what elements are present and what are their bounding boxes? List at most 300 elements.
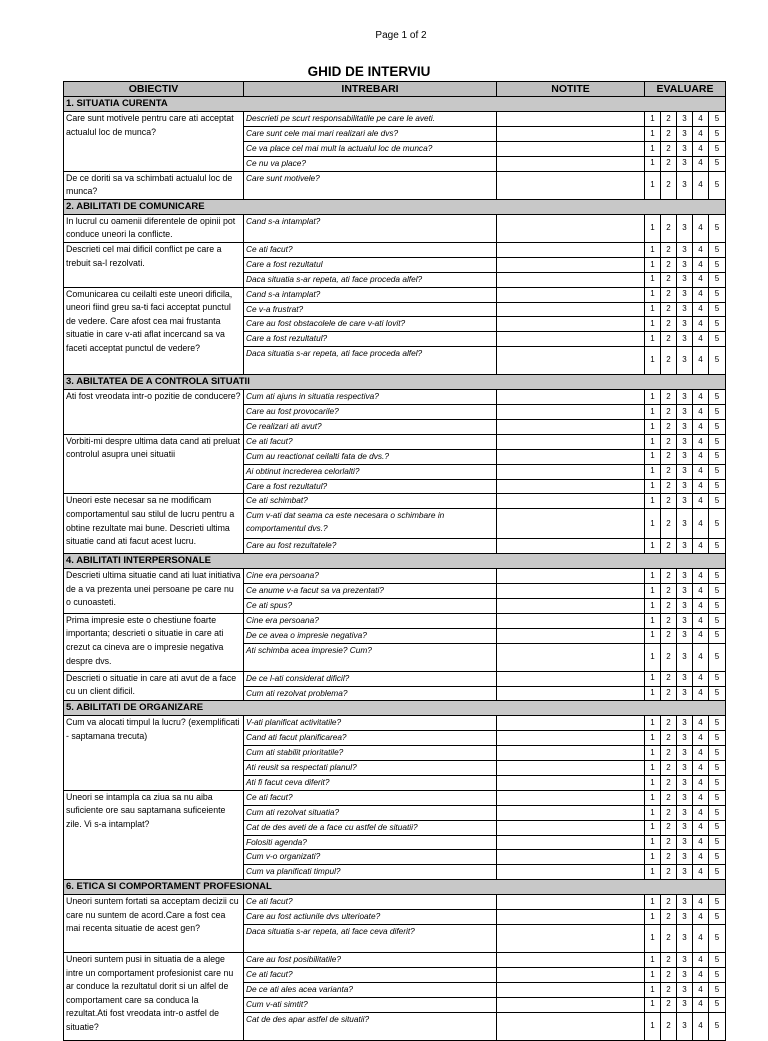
grade-cell-5[interactable]: 5 bbox=[709, 539, 726, 554]
grade-cell-3[interactable]: 3 bbox=[677, 967, 693, 982]
grade-cell-4[interactable]: 4 bbox=[693, 775, 709, 790]
grade-cell-5[interactable]: 5 bbox=[709, 850, 726, 865]
grade-cell-2[interactable]: 2 bbox=[661, 643, 677, 671]
notes-field[interactable] bbox=[497, 982, 645, 997]
grade-cell-5[interactable]: 5 bbox=[709, 390, 726, 405]
grade-cell-3[interactable]: 3 bbox=[677, 925, 693, 953]
grade-cell-4[interactable]: 4 bbox=[693, 214, 709, 242]
grade-cell-2[interactable]: 2 bbox=[661, 1012, 677, 1040]
grade-cell-5[interactable]: 5 bbox=[709, 464, 726, 479]
grade-cell-2[interactable]: 2 bbox=[661, 156, 677, 171]
grade-cell-4[interactable]: 4 bbox=[693, 790, 709, 805]
grade-cell-3[interactable]: 3 bbox=[677, 598, 693, 613]
grade-cell-5[interactable]: 5 bbox=[709, 1012, 726, 1040]
notes-field[interactable] bbox=[497, 347, 645, 375]
grade-cell-3[interactable]: 3 bbox=[677, 775, 693, 790]
grade-cell-5[interactable]: 5 bbox=[709, 434, 726, 449]
notes-field[interactable] bbox=[497, 643, 645, 671]
grade-cell-5[interactable]: 5 bbox=[709, 790, 726, 805]
grade-cell-5[interactable]: 5 bbox=[709, 509, 726, 539]
grade-cell-4[interactable]: 4 bbox=[693, 953, 709, 968]
grade-cell-3[interactable]: 3 bbox=[677, 1012, 693, 1040]
grade-cell-5[interactable]: 5 bbox=[709, 997, 726, 1012]
grade-cell-4[interactable]: 4 bbox=[693, 820, 709, 835]
grade-cell-1[interactable]: 1 bbox=[645, 302, 661, 317]
notes-field[interactable] bbox=[497, 272, 645, 287]
grade-cell-5[interactable]: 5 bbox=[709, 272, 726, 287]
notes-field[interactable] bbox=[497, 805, 645, 820]
grade-cell-4[interactable]: 4 bbox=[693, 332, 709, 347]
grade-cell-4[interactable]: 4 bbox=[693, 464, 709, 479]
notes-field[interactable] bbox=[497, 910, 645, 925]
grade-cell-4[interactable]: 4 bbox=[693, 112, 709, 127]
notes-field[interactable] bbox=[497, 287, 645, 302]
grade-cell-5[interactable]: 5 bbox=[709, 598, 726, 613]
grade-cell-1[interactable]: 1 bbox=[645, 731, 661, 746]
notes-field[interactable] bbox=[497, 790, 645, 805]
grade-cell-1[interactable]: 1 bbox=[645, 805, 661, 820]
notes-field[interactable] bbox=[497, 569, 645, 584]
grade-cell-1[interactable]: 1 bbox=[645, 272, 661, 287]
grade-cell-2[interactable]: 2 bbox=[661, 598, 677, 613]
grade-cell-1[interactable]: 1 bbox=[645, 1012, 661, 1040]
grade-cell-3[interactable]: 3 bbox=[677, 746, 693, 761]
grade-cell-2[interactable]: 2 bbox=[661, 479, 677, 494]
grade-cell-2[interactable]: 2 bbox=[661, 302, 677, 317]
grade-cell-1[interactable]: 1 bbox=[645, 671, 661, 686]
grade-cell-4[interactable]: 4 bbox=[693, 479, 709, 494]
grade-cell-2[interactable]: 2 bbox=[661, 317, 677, 332]
grade-cell-4[interactable]: 4 bbox=[693, 494, 709, 509]
grade-cell-5[interactable]: 5 bbox=[709, 156, 726, 171]
notes-field[interactable] bbox=[497, 419, 645, 434]
grade-cell-1[interactable]: 1 bbox=[645, 895, 661, 910]
grade-cell-2[interactable]: 2 bbox=[661, 126, 677, 141]
grade-cell-4[interactable]: 4 bbox=[693, 910, 709, 925]
grade-cell-2[interactable]: 2 bbox=[661, 686, 677, 701]
grade-cell-2[interactable]: 2 bbox=[661, 584, 677, 599]
grade-cell-5[interactable]: 5 bbox=[709, 569, 726, 584]
notes-field[interactable] bbox=[497, 761, 645, 776]
grade-cell-5[interactable]: 5 bbox=[709, 835, 726, 850]
grade-cell-1[interactable]: 1 bbox=[645, 287, 661, 302]
grade-cell-4[interactable]: 4 bbox=[693, 598, 709, 613]
grade-cell-3[interactable]: 3 bbox=[677, 479, 693, 494]
notes-field[interactable] bbox=[497, 434, 645, 449]
grade-cell-1[interactable]: 1 bbox=[645, 156, 661, 171]
grade-cell-3[interactable]: 3 bbox=[677, 214, 693, 242]
grade-cell-1[interactable]: 1 bbox=[645, 775, 661, 790]
grade-cell-1[interactable]: 1 bbox=[645, 390, 661, 405]
grade-cell-1[interactable]: 1 bbox=[645, 347, 661, 375]
grade-cell-3[interactable]: 3 bbox=[677, 434, 693, 449]
grade-cell-1[interactable]: 1 bbox=[645, 686, 661, 701]
grade-cell-4[interactable]: 4 bbox=[693, 569, 709, 584]
notes-field[interactable] bbox=[497, 479, 645, 494]
grade-cell-3[interactable]: 3 bbox=[677, 141, 693, 156]
grade-cell-2[interactable]: 2 bbox=[661, 332, 677, 347]
grade-cell-2[interactable]: 2 bbox=[661, 925, 677, 953]
grade-cell-1[interactable]: 1 bbox=[645, 539, 661, 554]
notes-field[interactable] bbox=[497, 171, 645, 199]
grade-cell-1[interactable]: 1 bbox=[645, 584, 661, 599]
grade-cell-4[interactable]: 4 bbox=[693, 156, 709, 171]
grade-cell-1[interactable]: 1 bbox=[645, 242, 661, 257]
grade-cell-2[interactable]: 2 bbox=[661, 494, 677, 509]
notes-field[interactable] bbox=[497, 865, 645, 880]
grade-cell-3[interactable]: 3 bbox=[677, 982, 693, 997]
notes-field[interactable] bbox=[497, 405, 645, 420]
grade-cell-3[interactable]: 3 bbox=[677, 449, 693, 464]
grade-cell-5[interactable]: 5 bbox=[709, 628, 726, 643]
grade-cell-5[interactable]: 5 bbox=[709, 820, 726, 835]
grade-cell-2[interactable]: 2 bbox=[661, 141, 677, 156]
grade-cell-5[interactable]: 5 bbox=[709, 671, 726, 686]
grade-cell-5[interactable]: 5 bbox=[709, 494, 726, 509]
grade-cell-5[interactable]: 5 bbox=[709, 171, 726, 199]
grade-cell-4[interactable]: 4 bbox=[693, 1012, 709, 1040]
grade-cell-2[interactable]: 2 bbox=[661, 257, 677, 272]
notes-field[interactable] bbox=[497, 895, 645, 910]
notes-field[interactable] bbox=[497, 746, 645, 761]
grade-cell-3[interactable]: 3 bbox=[677, 126, 693, 141]
grade-cell-3[interactable]: 3 bbox=[677, 628, 693, 643]
notes-field[interactable] bbox=[497, 716, 645, 731]
notes-field[interactable] bbox=[497, 850, 645, 865]
notes-field[interactable] bbox=[497, 953, 645, 968]
grade-cell-1[interactable]: 1 bbox=[645, 405, 661, 420]
grade-cell-2[interactable]: 2 bbox=[661, 895, 677, 910]
notes-field[interactable] bbox=[497, 584, 645, 599]
grade-cell-1[interactable]: 1 bbox=[645, 419, 661, 434]
grade-cell-3[interactable]: 3 bbox=[677, 257, 693, 272]
grade-cell-3[interactable]: 3 bbox=[677, 405, 693, 420]
grade-cell-3[interactable]: 3 bbox=[677, 317, 693, 332]
notes-field[interactable] bbox=[497, 141, 645, 156]
grade-cell-5[interactable]: 5 bbox=[709, 910, 726, 925]
grade-cell-5[interactable]: 5 bbox=[709, 317, 726, 332]
grade-cell-2[interactable]: 2 bbox=[661, 405, 677, 420]
grade-cell-1[interactable]: 1 bbox=[645, 613, 661, 628]
notes-field[interactable] bbox=[497, 628, 645, 643]
grade-cell-2[interactable]: 2 bbox=[661, 628, 677, 643]
grade-cell-3[interactable]: 3 bbox=[677, 242, 693, 257]
grade-cell-2[interactable]: 2 bbox=[661, 790, 677, 805]
grade-cell-3[interactable]: 3 bbox=[677, 997, 693, 1012]
grade-cell-1[interactable]: 1 bbox=[645, 925, 661, 953]
grade-cell-5[interactable]: 5 bbox=[709, 953, 726, 968]
grade-cell-3[interactable]: 3 bbox=[677, 347, 693, 375]
grade-cell-5[interactable]: 5 bbox=[709, 895, 726, 910]
grade-cell-1[interactable]: 1 bbox=[645, 761, 661, 776]
grade-cell-3[interactable]: 3 bbox=[677, 686, 693, 701]
grade-cell-4[interactable]: 4 bbox=[693, 716, 709, 731]
grade-cell-3[interactable]: 3 bbox=[677, 419, 693, 434]
grade-cell-3[interactable]: 3 bbox=[677, 272, 693, 287]
grade-cell-2[interactable]: 2 bbox=[661, 731, 677, 746]
grade-cell-3[interactable]: 3 bbox=[677, 835, 693, 850]
notes-field[interactable] bbox=[497, 390, 645, 405]
grade-cell-1[interactable]: 1 bbox=[645, 257, 661, 272]
grade-cell-1[interactable]: 1 bbox=[645, 835, 661, 850]
grade-cell-3[interactable]: 3 bbox=[677, 494, 693, 509]
grade-cell-3[interactable]: 3 bbox=[677, 671, 693, 686]
notes-field[interactable] bbox=[497, 925, 645, 953]
grade-cell-2[interactable]: 2 bbox=[661, 671, 677, 686]
grade-cell-2[interactable]: 2 bbox=[661, 464, 677, 479]
grade-cell-5[interactable]: 5 bbox=[709, 584, 726, 599]
grade-cell-4[interactable]: 4 bbox=[693, 613, 709, 628]
notes-field[interactable] bbox=[497, 539, 645, 554]
notes-field[interactable] bbox=[497, 112, 645, 127]
grade-cell-4[interactable]: 4 bbox=[693, 509, 709, 539]
grade-cell-2[interactable]: 2 bbox=[661, 112, 677, 127]
grade-cell-2[interactable]: 2 bbox=[661, 746, 677, 761]
grade-cell-1[interactable]: 1 bbox=[645, 820, 661, 835]
grade-cell-1[interactable]: 1 bbox=[645, 479, 661, 494]
grade-cell-2[interactable]: 2 bbox=[661, 569, 677, 584]
grade-cell-3[interactable]: 3 bbox=[677, 895, 693, 910]
grade-cell-5[interactable]: 5 bbox=[709, 257, 726, 272]
grade-cell-5[interactable]: 5 bbox=[709, 332, 726, 347]
grade-cell-2[interactable]: 2 bbox=[661, 449, 677, 464]
notes-field[interactable] bbox=[497, 598, 645, 613]
grade-cell-3[interactable]: 3 bbox=[677, 287, 693, 302]
grade-cell-2[interactable]: 2 bbox=[661, 242, 677, 257]
grade-cell-2[interactable]: 2 bbox=[661, 997, 677, 1012]
grade-cell-3[interactable]: 3 bbox=[677, 171, 693, 199]
notes-field[interactable] bbox=[497, 613, 645, 628]
grade-cell-5[interactable]: 5 bbox=[709, 775, 726, 790]
grade-cell-5[interactable]: 5 bbox=[709, 214, 726, 242]
grade-cell-3[interactable]: 3 bbox=[677, 953, 693, 968]
grade-cell-3[interactable]: 3 bbox=[677, 569, 693, 584]
grade-cell-3[interactable]: 3 bbox=[677, 302, 693, 317]
grade-cell-1[interactable]: 1 bbox=[645, 746, 661, 761]
grade-cell-1[interactable]: 1 bbox=[645, 171, 661, 199]
grade-cell-4[interactable]: 4 bbox=[693, 997, 709, 1012]
grade-cell-3[interactable]: 3 bbox=[677, 390, 693, 405]
grade-cell-1[interactable]: 1 bbox=[645, 464, 661, 479]
grade-cell-4[interactable]: 4 bbox=[693, 257, 709, 272]
grade-cell-4[interactable]: 4 bbox=[693, 405, 709, 420]
notes-field[interactable] bbox=[497, 257, 645, 272]
grade-cell-5[interactable]: 5 bbox=[709, 449, 726, 464]
grade-cell-3[interactable]: 3 bbox=[677, 865, 693, 880]
notes-field[interactable] bbox=[497, 332, 645, 347]
grade-cell-4[interactable]: 4 bbox=[693, 731, 709, 746]
grade-cell-4[interactable]: 4 bbox=[693, 317, 709, 332]
notes-field[interactable] bbox=[497, 835, 645, 850]
grade-cell-4[interactable]: 4 bbox=[693, 805, 709, 820]
grade-cell-1[interactable]: 1 bbox=[645, 865, 661, 880]
grade-cell-1[interactable]: 1 bbox=[645, 317, 661, 332]
grade-cell-4[interactable]: 4 bbox=[693, 850, 709, 865]
grade-cell-5[interactable]: 5 bbox=[709, 126, 726, 141]
grade-cell-3[interactable]: 3 bbox=[677, 464, 693, 479]
grade-cell-5[interactable]: 5 bbox=[709, 716, 726, 731]
grade-cell-1[interactable]: 1 bbox=[645, 850, 661, 865]
grade-cell-5[interactable]: 5 bbox=[709, 731, 726, 746]
grade-cell-5[interactable]: 5 bbox=[709, 805, 726, 820]
grade-cell-5[interactable]: 5 bbox=[709, 405, 726, 420]
grade-cell-2[interactable]: 2 bbox=[661, 982, 677, 997]
grade-cell-1[interactable]: 1 bbox=[645, 997, 661, 1012]
grade-cell-2[interactable]: 2 bbox=[661, 287, 677, 302]
grade-cell-5[interactable]: 5 bbox=[709, 112, 726, 127]
notes-field[interactable] bbox=[497, 214, 645, 242]
grade-cell-2[interactable]: 2 bbox=[661, 434, 677, 449]
grade-cell-2[interactable]: 2 bbox=[661, 390, 677, 405]
grade-cell-4[interactable]: 4 bbox=[693, 925, 709, 953]
grade-cell-5[interactable]: 5 bbox=[709, 925, 726, 953]
grade-cell-4[interactable]: 4 bbox=[693, 671, 709, 686]
notes-field[interactable] bbox=[497, 775, 645, 790]
notes-field[interactable] bbox=[497, 126, 645, 141]
grade-cell-1[interactable]: 1 bbox=[645, 434, 661, 449]
grade-cell-4[interactable]: 4 bbox=[693, 628, 709, 643]
grade-cell-3[interactable]: 3 bbox=[677, 112, 693, 127]
notes-field[interactable] bbox=[497, 997, 645, 1012]
notes-field[interactable] bbox=[497, 731, 645, 746]
grade-cell-2[interactable]: 2 bbox=[661, 347, 677, 375]
grade-cell-4[interactable]: 4 bbox=[693, 643, 709, 671]
grade-cell-3[interactable]: 3 bbox=[677, 613, 693, 628]
grade-cell-2[interactable]: 2 bbox=[661, 835, 677, 850]
grade-cell-4[interactable]: 4 bbox=[693, 835, 709, 850]
grade-cell-1[interactable]: 1 bbox=[645, 967, 661, 982]
grade-cell-1[interactable]: 1 bbox=[645, 112, 661, 127]
grade-cell-4[interactable]: 4 bbox=[693, 272, 709, 287]
grade-cell-2[interactable]: 2 bbox=[661, 509, 677, 539]
grade-cell-2[interactable]: 2 bbox=[661, 805, 677, 820]
grade-cell-2[interactable]: 2 bbox=[661, 775, 677, 790]
grade-cell-4[interactable]: 4 bbox=[693, 302, 709, 317]
grade-cell-2[interactable]: 2 bbox=[661, 419, 677, 434]
grade-cell-1[interactable]: 1 bbox=[645, 569, 661, 584]
notes-field[interactable] bbox=[497, 464, 645, 479]
grade-cell-2[interactable]: 2 bbox=[661, 967, 677, 982]
grade-cell-2[interactable]: 2 bbox=[661, 171, 677, 199]
grade-cell-5[interactable]: 5 bbox=[709, 347, 726, 375]
grade-cell-4[interactable]: 4 bbox=[693, 171, 709, 199]
grade-cell-5[interactable]: 5 bbox=[709, 865, 726, 880]
grade-cell-5[interactable]: 5 bbox=[709, 643, 726, 671]
grade-cell-4[interactable]: 4 bbox=[693, 449, 709, 464]
grade-cell-4[interactable]: 4 bbox=[693, 126, 709, 141]
grade-cell-2[interactable]: 2 bbox=[661, 613, 677, 628]
grade-cell-2[interactable]: 2 bbox=[661, 820, 677, 835]
grade-cell-5[interactable]: 5 bbox=[709, 613, 726, 628]
grade-cell-1[interactable]: 1 bbox=[645, 141, 661, 156]
notes-field[interactable] bbox=[497, 820, 645, 835]
grade-cell-3[interactable]: 3 bbox=[677, 643, 693, 671]
grade-cell-4[interactable]: 4 bbox=[693, 390, 709, 405]
grade-cell-1[interactable]: 1 bbox=[645, 716, 661, 731]
notes-field[interactable] bbox=[497, 494, 645, 509]
notes-field[interactable] bbox=[497, 317, 645, 332]
grade-cell-1[interactable]: 1 bbox=[645, 509, 661, 539]
grade-cell-2[interactable]: 2 bbox=[661, 850, 677, 865]
grade-cell-1[interactable]: 1 bbox=[645, 910, 661, 925]
grade-cell-1[interactable]: 1 bbox=[645, 790, 661, 805]
grade-cell-4[interactable]: 4 bbox=[693, 982, 709, 997]
notes-field[interactable] bbox=[497, 509, 645, 539]
grade-cell-2[interactable]: 2 bbox=[661, 272, 677, 287]
grade-cell-2[interactable]: 2 bbox=[661, 761, 677, 776]
grade-cell-4[interactable]: 4 bbox=[693, 539, 709, 554]
grade-cell-5[interactable]: 5 bbox=[709, 761, 726, 776]
grade-cell-4[interactable]: 4 bbox=[693, 347, 709, 375]
grade-cell-5[interactable]: 5 bbox=[709, 746, 726, 761]
grade-cell-4[interactable]: 4 bbox=[693, 287, 709, 302]
grade-cell-3[interactable]: 3 bbox=[677, 731, 693, 746]
grade-cell-3[interactable]: 3 bbox=[677, 910, 693, 925]
grade-cell-3[interactable]: 3 bbox=[677, 850, 693, 865]
grade-cell-3[interactable]: 3 bbox=[677, 820, 693, 835]
grade-cell-3[interactable]: 3 bbox=[677, 805, 693, 820]
grade-cell-1[interactable]: 1 bbox=[645, 982, 661, 997]
grade-cell-2[interactable]: 2 bbox=[661, 953, 677, 968]
notes-field[interactable] bbox=[497, 1012, 645, 1040]
grade-cell-1[interactable]: 1 bbox=[645, 953, 661, 968]
grade-cell-5[interactable]: 5 bbox=[709, 967, 726, 982]
grade-cell-2[interactable]: 2 bbox=[661, 214, 677, 242]
grade-cell-3[interactable]: 3 bbox=[677, 584, 693, 599]
grade-cell-5[interactable]: 5 bbox=[709, 242, 726, 257]
grade-cell-4[interactable]: 4 bbox=[693, 686, 709, 701]
grade-cell-1[interactable]: 1 bbox=[645, 449, 661, 464]
notes-field[interactable] bbox=[497, 671, 645, 686]
grade-cell-1[interactable]: 1 bbox=[645, 628, 661, 643]
grade-cell-5[interactable]: 5 bbox=[709, 287, 726, 302]
grade-cell-4[interactable]: 4 bbox=[693, 761, 709, 776]
grade-cell-5[interactable]: 5 bbox=[709, 141, 726, 156]
grade-cell-3[interactable]: 3 bbox=[677, 761, 693, 776]
grade-cell-4[interactable]: 4 bbox=[693, 865, 709, 880]
grade-cell-4[interactable]: 4 bbox=[693, 895, 709, 910]
grade-cell-5[interactable]: 5 bbox=[709, 982, 726, 997]
grade-cell-3[interactable]: 3 bbox=[677, 332, 693, 347]
grade-cell-3[interactable]: 3 bbox=[677, 156, 693, 171]
notes-field[interactable] bbox=[497, 967, 645, 982]
grade-cell-2[interactable]: 2 bbox=[661, 716, 677, 731]
grade-cell-4[interactable]: 4 bbox=[693, 242, 709, 257]
grade-cell-1[interactable]: 1 bbox=[645, 332, 661, 347]
grade-cell-5[interactable]: 5 bbox=[709, 419, 726, 434]
grade-cell-1[interactable]: 1 bbox=[645, 598, 661, 613]
grade-cell-1[interactable]: 1 bbox=[645, 214, 661, 242]
grade-cell-1[interactable]: 1 bbox=[645, 494, 661, 509]
grade-cell-4[interactable]: 4 bbox=[693, 141, 709, 156]
grade-cell-3[interactable]: 3 bbox=[677, 716, 693, 731]
grade-cell-5[interactable]: 5 bbox=[709, 302, 726, 317]
grade-cell-4[interactable]: 4 bbox=[693, 746, 709, 761]
grade-cell-5[interactable]: 5 bbox=[709, 479, 726, 494]
grade-cell-3[interactable]: 3 bbox=[677, 509, 693, 539]
notes-field[interactable] bbox=[497, 449, 645, 464]
grade-cell-3[interactable]: 3 bbox=[677, 539, 693, 554]
grade-cell-3[interactable]: 3 bbox=[677, 790, 693, 805]
grade-cell-2[interactable]: 2 bbox=[661, 910, 677, 925]
notes-field[interactable] bbox=[497, 156, 645, 171]
grade-cell-1[interactable]: 1 bbox=[645, 643, 661, 671]
grade-cell-2[interactable]: 2 bbox=[661, 865, 677, 880]
notes-field[interactable] bbox=[497, 242, 645, 257]
grade-cell-2[interactable]: 2 bbox=[661, 539, 677, 554]
grade-cell-4[interactable]: 4 bbox=[693, 419, 709, 434]
grade-cell-5[interactable]: 5 bbox=[709, 686, 726, 701]
